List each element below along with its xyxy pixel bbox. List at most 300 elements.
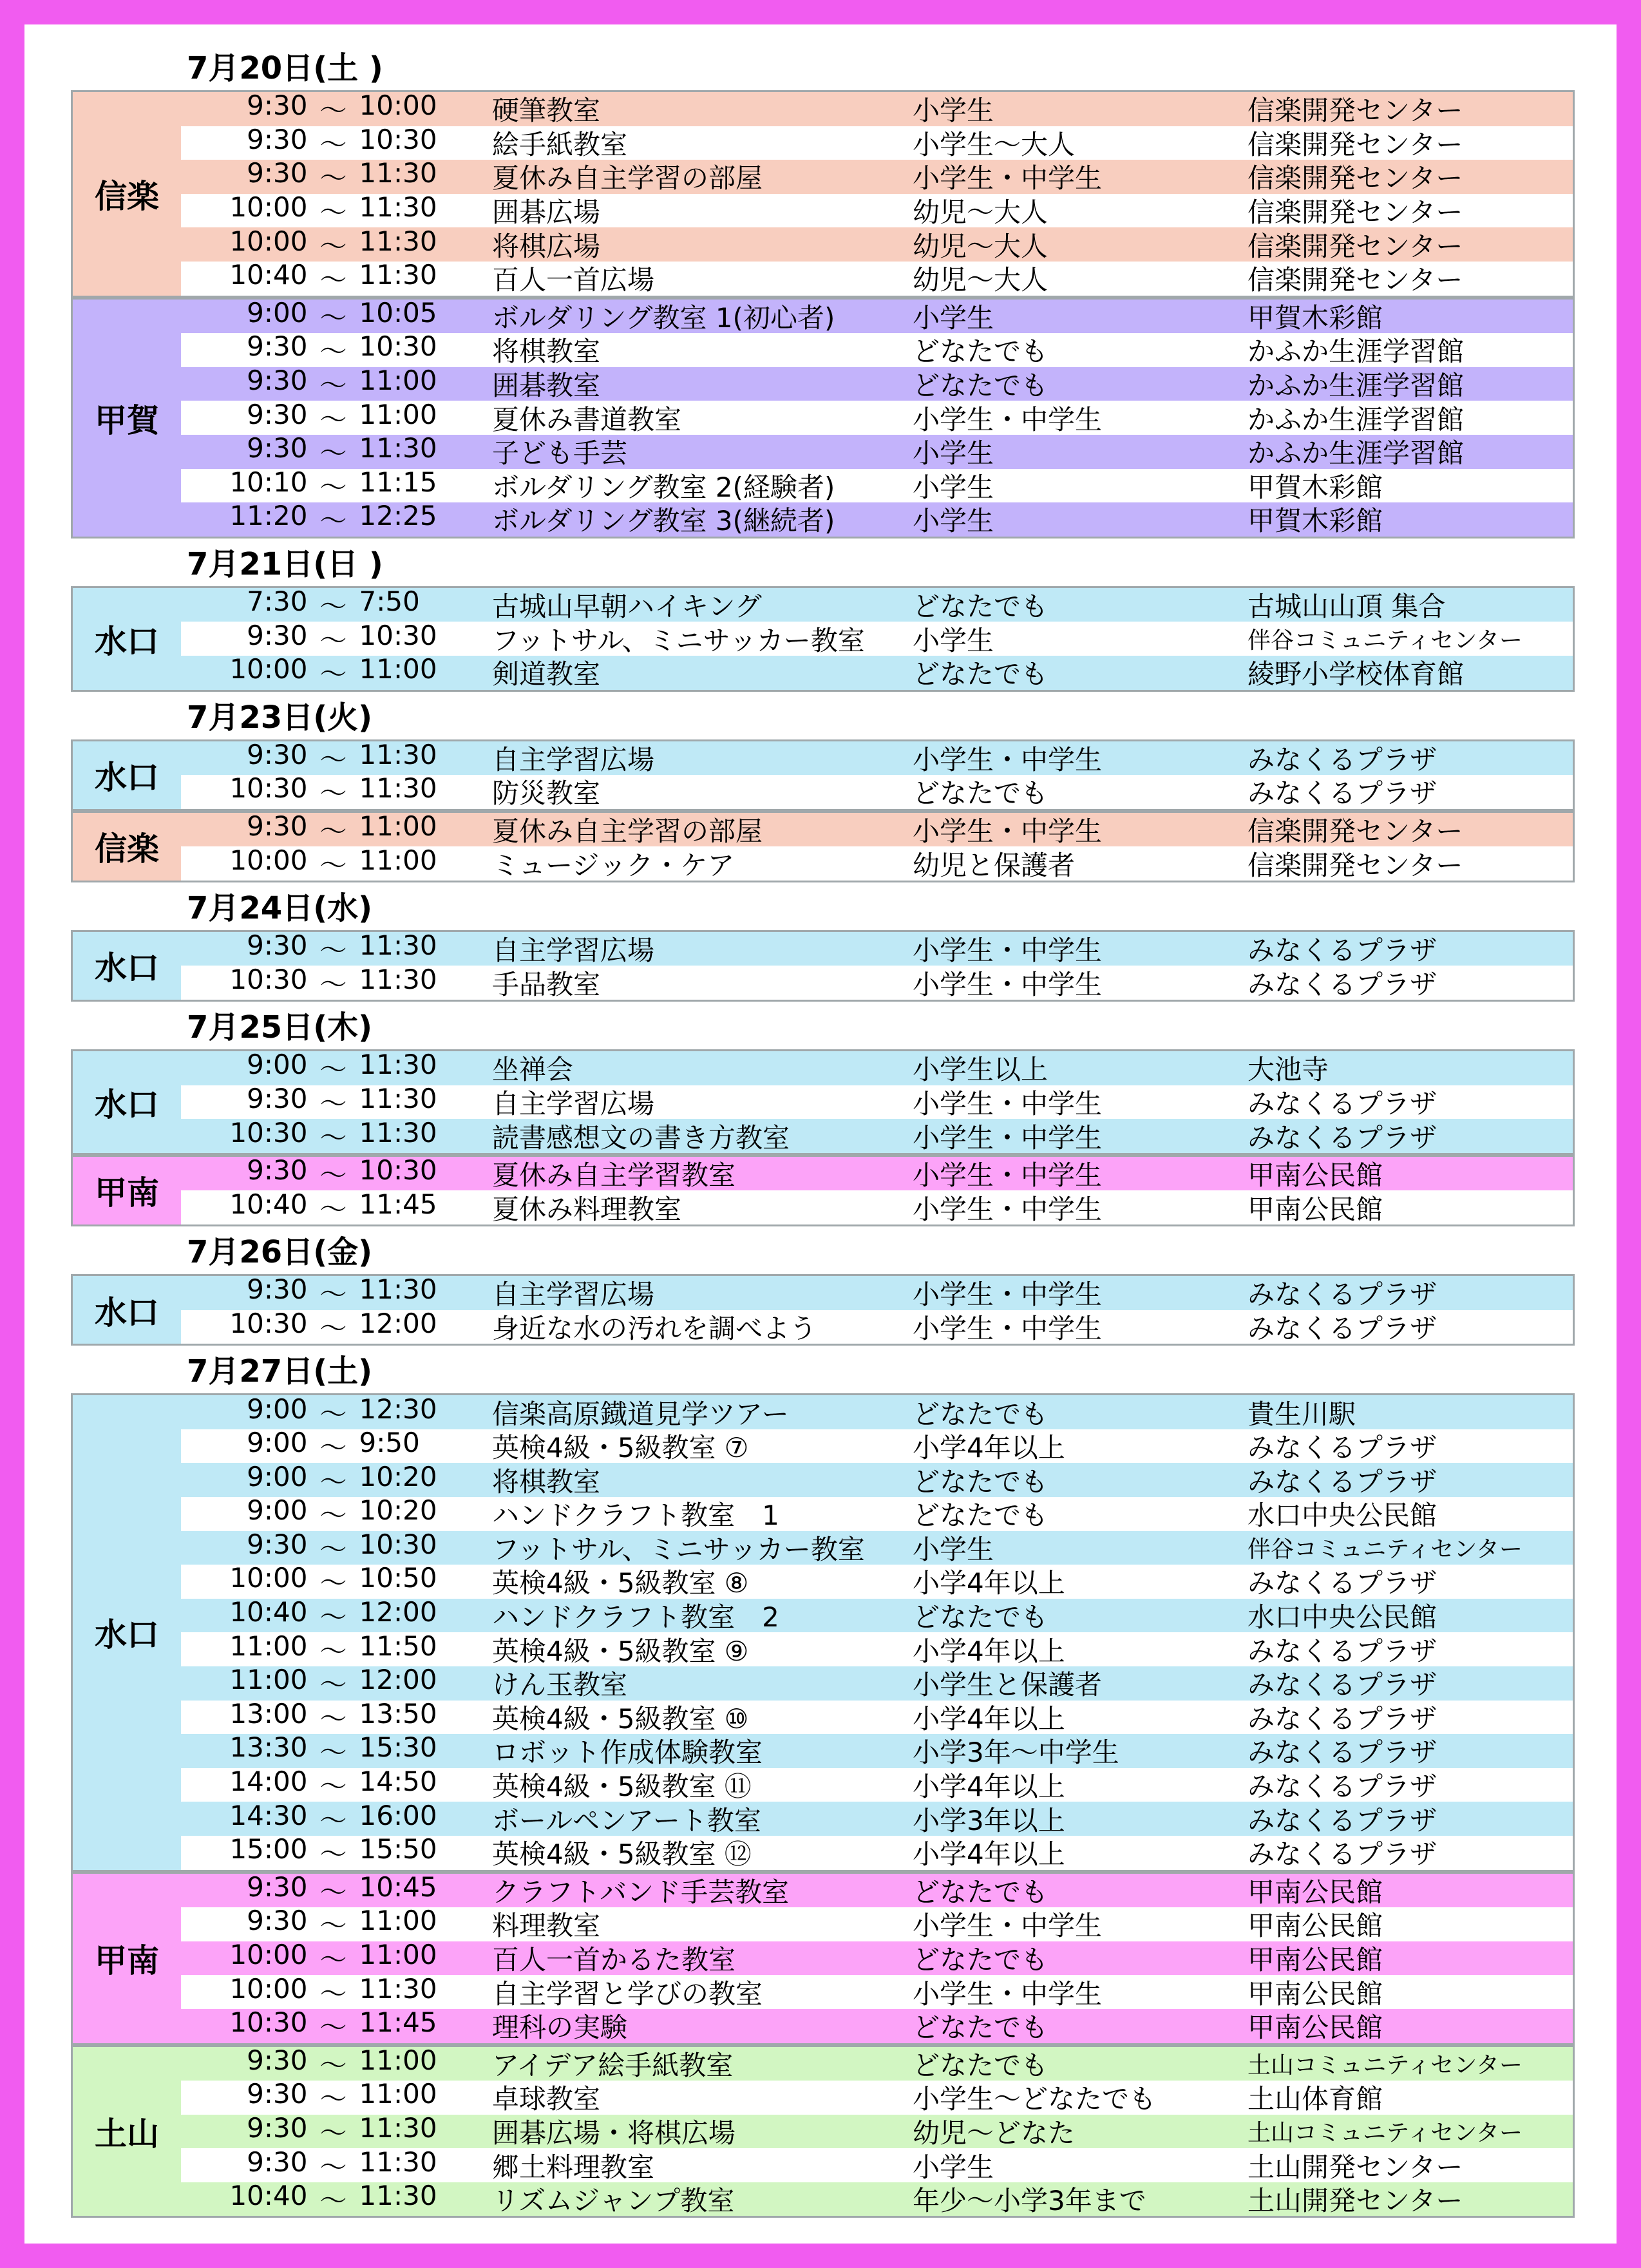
venue-name: 信楽開発センター (1247, 128, 1463, 160)
target-audience: 小学4年以上 (913, 1432, 1065, 1463)
end-time: 11:15 (359, 468, 437, 498)
table-row (181, 2115, 1573, 2149)
venue-name: 甲南公民館 (1247, 1977, 1383, 2009)
target-audience: 小学生と保護者 (913, 1669, 1103, 1701)
start-time: 9:30 (247, 1085, 308, 1114)
area-block (71, 90, 1575, 298)
table-row (181, 1907, 1573, 1941)
event-rows (181, 1276, 1573, 1344)
area-block (71, 930, 1575, 1002)
table-row (181, 775, 1573, 809)
time-separator: ～ (319, 505, 347, 537)
event-name: ボルダリング教室 1(初心者) (492, 301, 835, 334)
target-audience: 小学生・中学生 (913, 403, 1103, 435)
venue-name: 信楽開発センター (1247, 230, 1463, 262)
table-row (181, 1310, 1573, 1344)
venue-name: 甲南公民館 (1247, 1944, 1383, 1976)
event-name: ミュージック・ケア (492, 849, 735, 881)
start-time: 11:20 (229, 502, 308, 532)
event-rows (181, 813, 1573, 881)
event-name: 自主学習広場 (492, 1279, 655, 1310)
time-range (181, 1157, 492, 1191)
area-block (71, 1155, 1575, 1226)
venue-name: みなくるプラザ (1247, 1771, 1437, 1802)
time-range (181, 1701, 492, 1735)
table-row (181, 813, 1573, 847)
area-block (71, 1393, 1575, 1871)
time-separator: ～ (319, 1432, 347, 1463)
time-range (181, 775, 492, 809)
target-audience: どなたでも (913, 1876, 1048, 1908)
time-range (181, 1941, 492, 1976)
time-separator: ～ (319, 230, 347, 262)
time-range (181, 1085, 492, 1120)
start-time: 10:00 (229, 193, 308, 224)
target-audience: 小学生・中学生 (913, 1193, 1103, 1225)
target-audience: 小学生・中学生 (913, 968, 1103, 1000)
target-audience: 小学生・中学生 (913, 743, 1103, 776)
end-time: 11:50 (359, 1632, 437, 1662)
area-block (71, 586, 1575, 692)
start-time: 9:00 (247, 1463, 308, 1492)
time-separator: ～ (319, 471, 347, 503)
time-range (181, 126, 492, 160)
venue-name: かふか生涯学習館 (1247, 336, 1465, 367)
table-row (181, 1429, 1573, 1463)
event-rows (181, 92, 1573, 296)
end-time: 10:20 (359, 1497, 437, 1527)
venue-name: 土山コミュニティセンター (1247, 2052, 1522, 2079)
end-time: 11:00 (359, 2081, 437, 2110)
event-name: けん玉教室 (492, 1669, 628, 1701)
end-time: 12:00 (359, 1666, 437, 1696)
target-audience: 幼児～大人 (913, 196, 1048, 228)
event-name: 英検4級・5級教室 ⑫ (492, 1838, 752, 1870)
area-block (71, 1049, 1575, 1155)
target-audience: 小学生 (913, 471, 994, 503)
time-range (181, 435, 492, 469)
start-time: 10:00 (229, 846, 308, 876)
start-time: 10:30 (229, 1310, 308, 1339)
start-time: 9:30 (247, 333, 308, 363)
start-time: 9:30 (247, 2114, 308, 2144)
venue-name: 甲賀木彩館 (1247, 471, 1383, 503)
table-row (181, 1836, 1573, 1870)
table-row (181, 435, 1573, 469)
start-time: 10:30 (229, 775, 308, 805)
start-time: 9:30 (247, 126, 308, 155)
event-name: 手品教室 (492, 968, 601, 1000)
start-time: 11:00 (229, 1666, 308, 1696)
date-heading: 7月27日(土) (187, 1353, 373, 1390)
time-separator: ～ (319, 935, 347, 966)
start-time: 9:30 (247, 434, 308, 464)
end-time: 11:30 (359, 2148, 437, 2178)
start-time: 10:00 (229, 1975, 308, 2005)
target-audience: どなたでも (913, 1944, 1048, 1976)
table-row (181, 367, 1573, 401)
time-range (181, 966, 492, 1000)
event-name: 将棋教室 (492, 1465, 601, 1497)
target-audience: 小学生～どなたでも (913, 2083, 1157, 2115)
target-audience: 小学4年以上 (913, 1635, 1065, 1666)
start-time: 9:30 (247, 2046, 308, 2076)
end-time: 11:00 (359, 1941, 437, 1971)
end-time: 11:30 (359, 1051, 437, 1081)
target-audience: 小学生 (913, 505, 994, 537)
event-name: 自主学習と学びの教室 (492, 1977, 763, 2009)
venue-name: みなくるプラザ (1247, 1635, 1437, 1666)
event-name: 剣道教室 (492, 658, 601, 690)
event-name: 信楽高原鐡道見学ツアー (492, 1398, 789, 1429)
venue-name: かふか生涯学習館 (1247, 437, 1465, 469)
table-row (181, 2081, 1573, 2115)
time-separator: ～ (319, 968, 347, 1000)
time-separator: ～ (319, 196, 347, 228)
end-time: 11:30 (359, 1276, 437, 1306)
end-time: 11:30 (359, 1975, 437, 2005)
end-time: 11:00 (359, 367, 437, 397)
end-time: 11:30 (359, 227, 437, 257)
venue-name: 信楽開発センター (1247, 162, 1463, 194)
start-time: 9:30 (247, 367, 308, 397)
event-name: 英検4級・5級教室 ⑧ (492, 1567, 749, 1599)
table-row (181, 502, 1573, 537)
time-separator: ～ (319, 2083, 347, 2115)
end-time: 12:25 (359, 502, 437, 532)
venue-name: 甲南公民館 (1247, 1876, 1383, 1908)
start-time: 14:30 (229, 1802, 308, 1831)
time-range (181, 1666, 492, 1701)
schedule-content (71, 43, 1575, 2218)
end-time: 11:30 (359, 261, 437, 291)
venue-name: みなくるプラザ (1247, 777, 1437, 809)
end-time: 11:30 (359, 775, 437, 805)
venue-name: みなくるプラザ (1247, 935, 1437, 966)
venue-name: 大池寺 (1247, 1054, 1329, 1085)
event-rows (181, 300, 1573, 537)
venue-name: 水口中央公民館 (1247, 1601, 1437, 1633)
time-separator: ～ (319, 1398, 347, 1429)
event-name: 自主学習広場 (492, 1087, 655, 1120)
time-range (181, 262, 492, 296)
end-time: 10:05 (359, 299, 437, 329)
end-time: 7:50 (359, 587, 420, 618)
event-rows (181, 1874, 1573, 2043)
start-time: 7:30 (247, 587, 308, 618)
target-audience: どなたでも (913, 1500, 1048, 1531)
time-range (181, 1734, 492, 1768)
table-row (181, 588, 1573, 622)
table-row (181, 656, 1573, 690)
target-audience: 小学3年～中学生 (913, 1737, 1119, 1768)
table-row (181, 160, 1573, 194)
venue-name: 甲賀木彩館 (1247, 301, 1383, 334)
target-audience: 小学生 (913, 95, 994, 126)
time-range (181, 1599, 492, 1633)
table-row (181, 1941, 1573, 1976)
time-separator: ～ (319, 301, 347, 334)
table-row (181, 1497, 1573, 1531)
end-time: 10:00 (359, 92, 437, 122)
event-name: 絵手紙教室 (492, 128, 628, 160)
table-row (181, 1565, 1573, 1599)
area-block (71, 2045, 1575, 2218)
time-separator: ～ (319, 2049, 347, 2081)
target-audience: どなたでも (913, 1465, 1048, 1497)
venue-name: みなくるプラザ (1247, 968, 1437, 1000)
venue-name: みなくるプラザ (1247, 1087, 1437, 1120)
start-time: 10:00 (229, 1565, 308, 1594)
time-separator: ～ (319, 1771, 347, 1802)
start-time: 10:30 (229, 966, 308, 995)
event-name: フットサル、ミニサッカー教室 (492, 624, 865, 656)
venue-name: 信楽開発センター (1247, 95, 1463, 126)
time-separator: ～ (319, 370, 347, 401)
target-audience: どなたでも (913, 1601, 1048, 1633)
area-label: 水口 (73, 932, 181, 1000)
time-range (181, 2081, 492, 2115)
event-name: 郷土料理教室 (492, 2151, 655, 2182)
time-range (181, 1497, 492, 1531)
start-time: 10:40 (229, 1598, 308, 1628)
time-range (181, 2182, 492, 2216)
time-range (181, 1907, 492, 1941)
start-time: 9:30 (247, 1907, 308, 1937)
event-name: 英検4級・5級教室 ⑪ (492, 1771, 752, 1802)
time-separator: ～ (319, 1944, 347, 1976)
venue-name: みなくるプラザ (1247, 1838, 1437, 1870)
date-heading: 7月21日(日 ) (187, 546, 383, 582)
event-name: 夏休み料理教室 (492, 1193, 682, 1225)
end-time: 10:30 (359, 1156, 437, 1186)
time-range (181, 2148, 492, 2182)
event-name: 百人一首かるた教室 (492, 1944, 736, 1976)
event-name: 将棋広場 (492, 230, 601, 262)
start-time: 10:00 (229, 1941, 308, 1971)
start-time: 10:30 (229, 2008, 308, 2039)
start-time: 9:30 (247, 622, 308, 651)
target-audience: 小学生・中学生 (913, 1312, 1103, 1344)
time-separator: ～ (319, 1669, 347, 1701)
target-audience: 小学生 (913, 2151, 994, 2182)
event-name: 防災教室 (492, 777, 601, 809)
time-separator: ～ (319, 777, 347, 809)
event-name: 夏休み書道教室 (492, 403, 682, 435)
venue-name: 甲南公民館 (1247, 1159, 1383, 1191)
start-time: 9:00 (247, 1497, 308, 1527)
start-time: 10:10 (229, 468, 308, 498)
table-row (181, 92, 1573, 126)
area-block (71, 298, 1575, 538)
time-range (181, 1190, 492, 1225)
event-name: 囲碁広場 (492, 196, 601, 228)
table-row (181, 1701, 1573, 1735)
start-time: 9:30 (247, 812, 308, 842)
target-audience: 小学生・中学生 (913, 162, 1103, 194)
venue-name: みなくるプラザ (1247, 1312, 1437, 1344)
table-row (181, 2009, 1573, 2043)
area-label: 土山 (73, 2047, 181, 2216)
target-audience: 小学4年以上 (913, 1838, 1065, 1870)
start-time: 9:30 (247, 1873, 308, 1903)
venue-name: 甲南公民館 (1247, 2012, 1383, 2043)
venue-name: 古城山山頂 集合 (1247, 591, 1446, 622)
time-separator: ～ (319, 264, 347, 296)
target-audience: 小学生・中学生 (913, 1159, 1103, 1191)
table-row (181, 1874, 1573, 1908)
time-separator: ～ (319, 2012, 347, 2043)
time-separator: ～ (319, 2151, 347, 2182)
target-audience: どなたでも (913, 370, 1048, 401)
event-name: 卓球教室 (492, 2083, 601, 2115)
table-row (181, 846, 1573, 881)
table-row (181, 1157, 1573, 1191)
target-audience: どなたでも (913, 2012, 1048, 2043)
event-name: ボルダリング教室 2(経験者) (492, 471, 835, 503)
time-separator: ～ (319, 591, 347, 622)
time-range (181, 160, 492, 194)
event-name: 将棋教室 (492, 336, 601, 367)
time-separator: ～ (319, 1567, 347, 1599)
time-range (181, 367, 492, 401)
time-range (181, 1276, 492, 1310)
event-name: アイデア絵手紙教室 (492, 2049, 734, 2081)
event-rows (181, 2047, 1573, 2216)
time-separator: ～ (319, 1876, 347, 1908)
area-label: 信楽 (73, 92, 181, 296)
table-row (181, 966, 1573, 1000)
event-name: フットサル、ミニサッカー教室 (492, 1533, 865, 1565)
table-row (181, 1463, 1573, 1497)
target-audience: 小学生・中学生 (913, 935, 1103, 966)
event-name: 古城山早朝ハイキング (492, 591, 762, 622)
end-time: 12:30 (359, 1395, 437, 1425)
time-range (181, 1802, 492, 1836)
venue-name: 水口中央公民館 (1247, 1500, 1437, 1531)
event-name: ハンドクラフト教室 2 (492, 1601, 779, 1633)
start-time: 9:30 (247, 2081, 308, 2110)
end-time: 11:00 (359, 1907, 437, 1937)
time-separator: ～ (319, 2185, 347, 2216)
end-time: 11:00 (359, 846, 437, 876)
target-audience: 小学生 (913, 624, 994, 656)
area-label: 甲南 (73, 1157, 181, 1225)
event-name: 身近な水の汚れを調べよう (492, 1312, 817, 1344)
table-row (181, 126, 1573, 160)
venue-name: 信楽開発センター (1247, 815, 1463, 847)
event-name: ロボット作成体験教室 (492, 1737, 763, 1768)
end-time: 11:30 (359, 434, 437, 464)
table-row (181, 1599, 1573, 1633)
time-separator: ～ (319, 1312, 347, 1344)
date-heading: 7月20日(土 ) (187, 50, 383, 86)
area-label: 信楽 (73, 813, 181, 881)
time-range (181, 401, 492, 435)
target-audience: 小学4年以上 (913, 1771, 1065, 1802)
target-audience: どなたでも (913, 1398, 1048, 1429)
event-name: リズムジャンプ教室 (492, 2185, 735, 2216)
venue-name: 信楽開発センター (1247, 196, 1463, 228)
time-separator: ～ (319, 128, 347, 160)
table-row (181, 1632, 1573, 1666)
event-name: 自主学習広場 (492, 935, 655, 966)
event-name: 理科の実験 (492, 2012, 628, 2043)
time-separator: ～ (319, 815, 347, 847)
time-range (181, 1565, 492, 1599)
time-separator: ～ (319, 437, 347, 469)
time-range (181, 588, 492, 622)
venue-name: みなくるプラザ (1247, 1279, 1437, 1310)
end-time: 11:00 (359, 2046, 437, 2076)
table-row (181, 1734, 1573, 1768)
start-time: 9:30 (247, 931, 308, 962)
event-name: ハンドクラフト教室 1 (492, 1500, 779, 1531)
start-time: 13:30 (229, 1734, 308, 1764)
end-time: 11:30 (359, 1085, 437, 1114)
event-name: 硬筆教室 (492, 95, 601, 126)
start-time: 10:30 (229, 1119, 308, 1148)
end-time: 11:30 (359, 931, 437, 962)
venue-name: 伴谷コミュニティセンター (1247, 627, 1522, 654)
target-audience: どなたでも (913, 2049, 1048, 2081)
event-name: 自主学習広場 (492, 743, 655, 776)
target-audience: 小学生以上 (913, 1054, 1048, 1085)
end-time: 11:30 (359, 193, 437, 224)
table-row (181, 1768, 1573, 1802)
date-heading: 7月26日(金) (187, 1234, 373, 1271)
table-row (181, 2182, 1573, 2216)
start-time: 9:30 (247, 1276, 308, 1306)
time-range (181, 1975, 492, 2009)
table-row (181, 194, 1573, 228)
start-time: 9:30 (247, 2148, 308, 2178)
table-row (181, 741, 1573, 776)
venue-name: 伴谷コミュニティセンター (1247, 1536, 1522, 1563)
area-block (71, 739, 1575, 811)
time-range (181, 846, 492, 881)
table-row (181, 469, 1573, 503)
end-time: 10:30 (359, 1530, 437, 1560)
start-time: 11:00 (229, 1632, 308, 1662)
event-rows (181, 1157, 1573, 1225)
target-audience: 小学生 (913, 1533, 994, 1565)
start-time: 10:40 (229, 2182, 308, 2212)
table-row (181, 300, 1573, 334)
time-separator: ～ (319, 743, 347, 776)
event-rows (181, 588, 1573, 690)
time-separator: ～ (319, 1279, 347, 1310)
area-block (71, 811, 1575, 882)
target-audience: 小学4年以上 (913, 1702, 1065, 1735)
time-range (181, 813, 492, 847)
time-separator: ～ (319, 849, 347, 881)
venue-name: 貴生川駅 (1247, 1398, 1356, 1429)
venue-name: 信楽開発センター (1247, 849, 1463, 881)
event-name: 英検4級・5級教室 ⑦ (492, 1432, 749, 1463)
table-row (181, 1802, 1573, 1836)
event-name: ボルダリング教室 3(継続者) (492, 505, 835, 537)
end-time: 10:30 (359, 126, 437, 155)
end-time: 11:30 (359, 966, 437, 995)
venue-name: 土山開発センター (1247, 2185, 1463, 2216)
end-time: 16:00 (359, 1802, 437, 1831)
venue-name: みなくるプラザ (1247, 1567, 1437, 1599)
target-audience: 小学生・中学生 (913, 1121, 1103, 1153)
time-separator: ～ (319, 1087, 347, 1120)
table-row (181, 2148, 1573, 2182)
time-range (181, 1836, 492, 1870)
